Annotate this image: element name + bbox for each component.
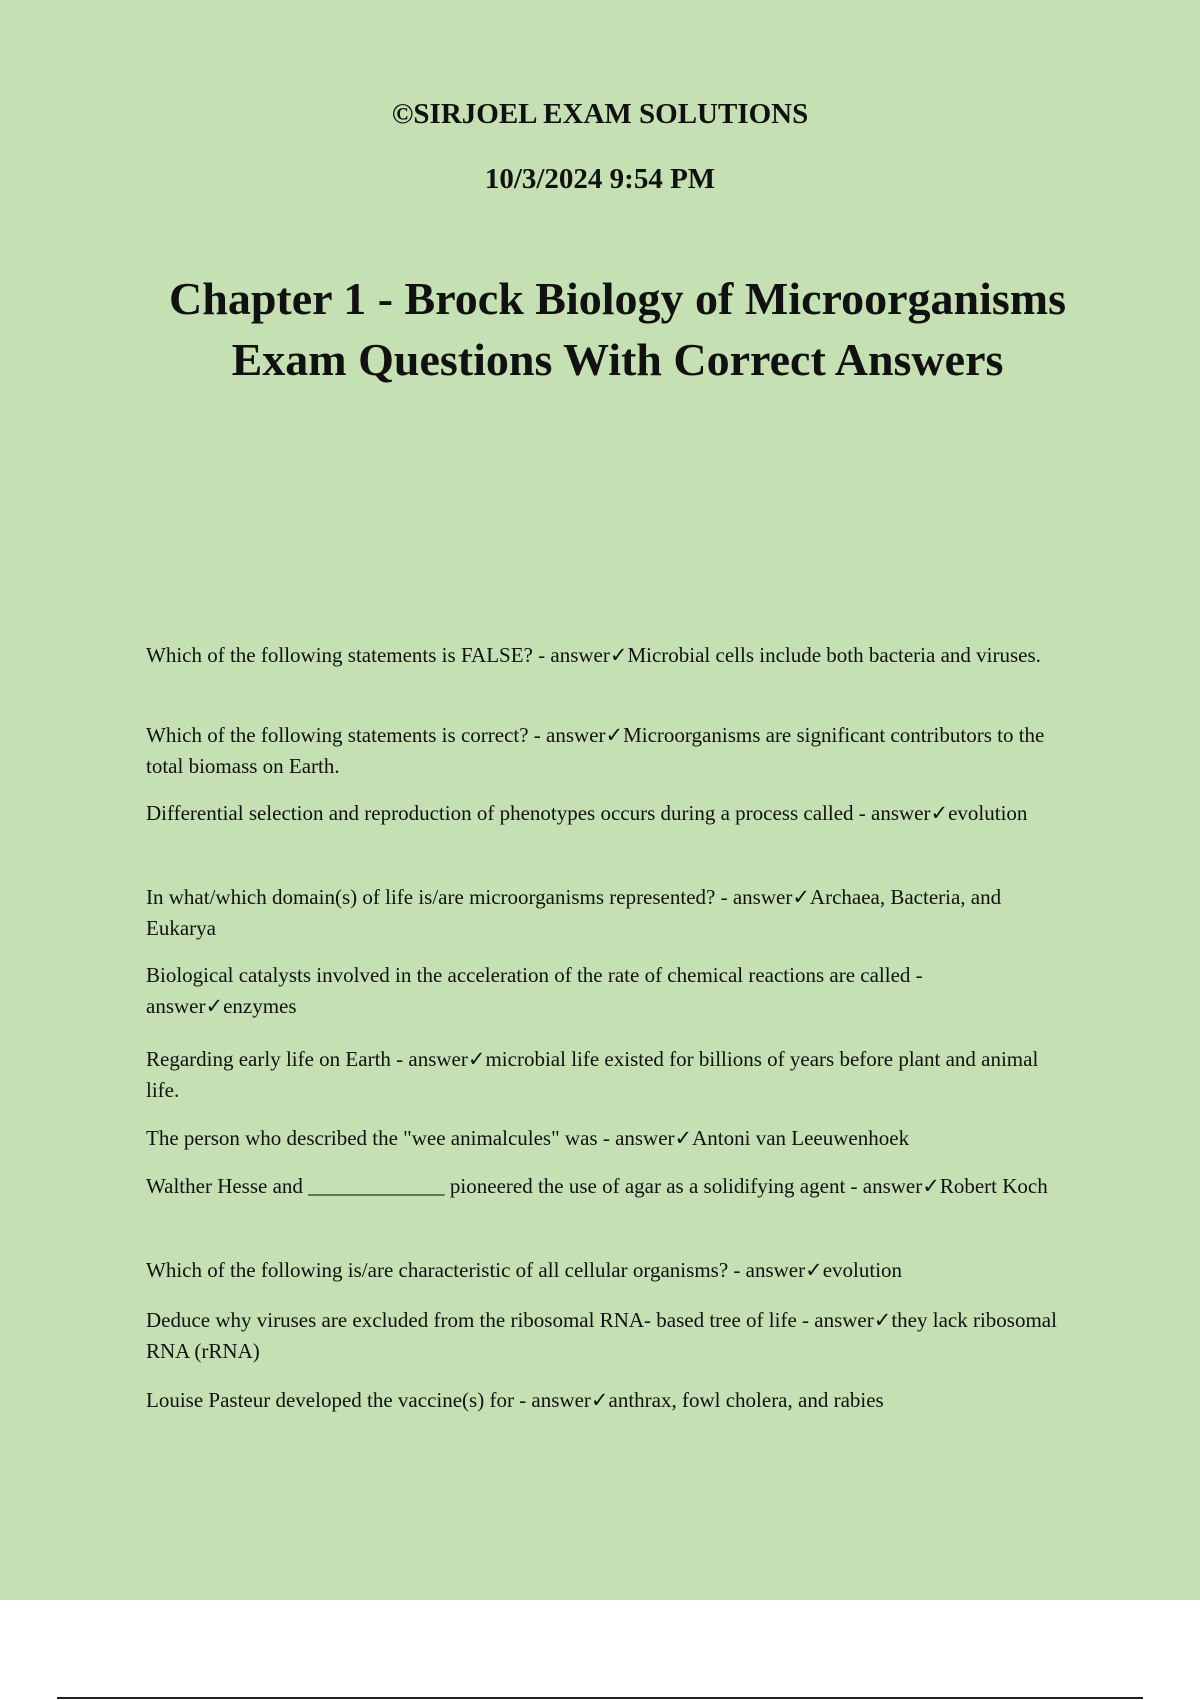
brand-header: ©SIRJOEL EXAM SOLUTIONS [391,98,809,130]
qa-item: Which of the following is/are characteristic of all cellular organisms? - answer✓evolution [146,1258,903,1282]
qa-item: In what/which domain(s) of life is/are microorganisms represented? - answer✓Archaea, Bacteria, and Eukarya [146,885,1002,940]
qa-item: Walther Hesse and _____________ pioneered the use of agar as a solidifying agent - answer✓Robert Koch [146,1174,1048,1198]
qa-item: Differential selection and reproduction of phenotypes occurs during a process called - answer✓evolution [146,801,1028,825]
qa-item: Regarding early life on Earth - answer✓microbial life existed for billions of years before plant and animal life. [146,1047,1039,1102]
qa-item: Louise Pasteur developed the vaccine(s) for - answer✓anthrax, fowl cholera, and rabies [146,1388,884,1412]
qa-item: The person who described the "wee animalcules" was - answer✓Antoni van Leeuwenhoek [146,1126,910,1150]
timestamp-header: 10/3/2024 9:54 PM [484,163,716,195]
document-title: Chapter 1 - Brock Biology of Microorganisms Exam Questions With Correct Answers [169,273,1066,385]
qa-item: Deduce why viruses are excluded from the ribosomal RNA- based tree of life - answer✓they lack ribosomal RNA (rRNA) [146,1308,1057,1363]
qa-item: Which of the following statements is correct? - answer✓Microorganisms are significant contributors to the total biomass on Earth. [146,723,1045,778]
qa-item: Biological catalysts involved in the acceleration of the rate of chemical reactions are called - answer✓enzymes [146,963,923,1018]
qa-item: Which of the following statements is FALSE? - answer✓Microbial cells include both bacteria and viruses. [146,643,1041,667]
footer-divider [57,1697,1143,1699]
